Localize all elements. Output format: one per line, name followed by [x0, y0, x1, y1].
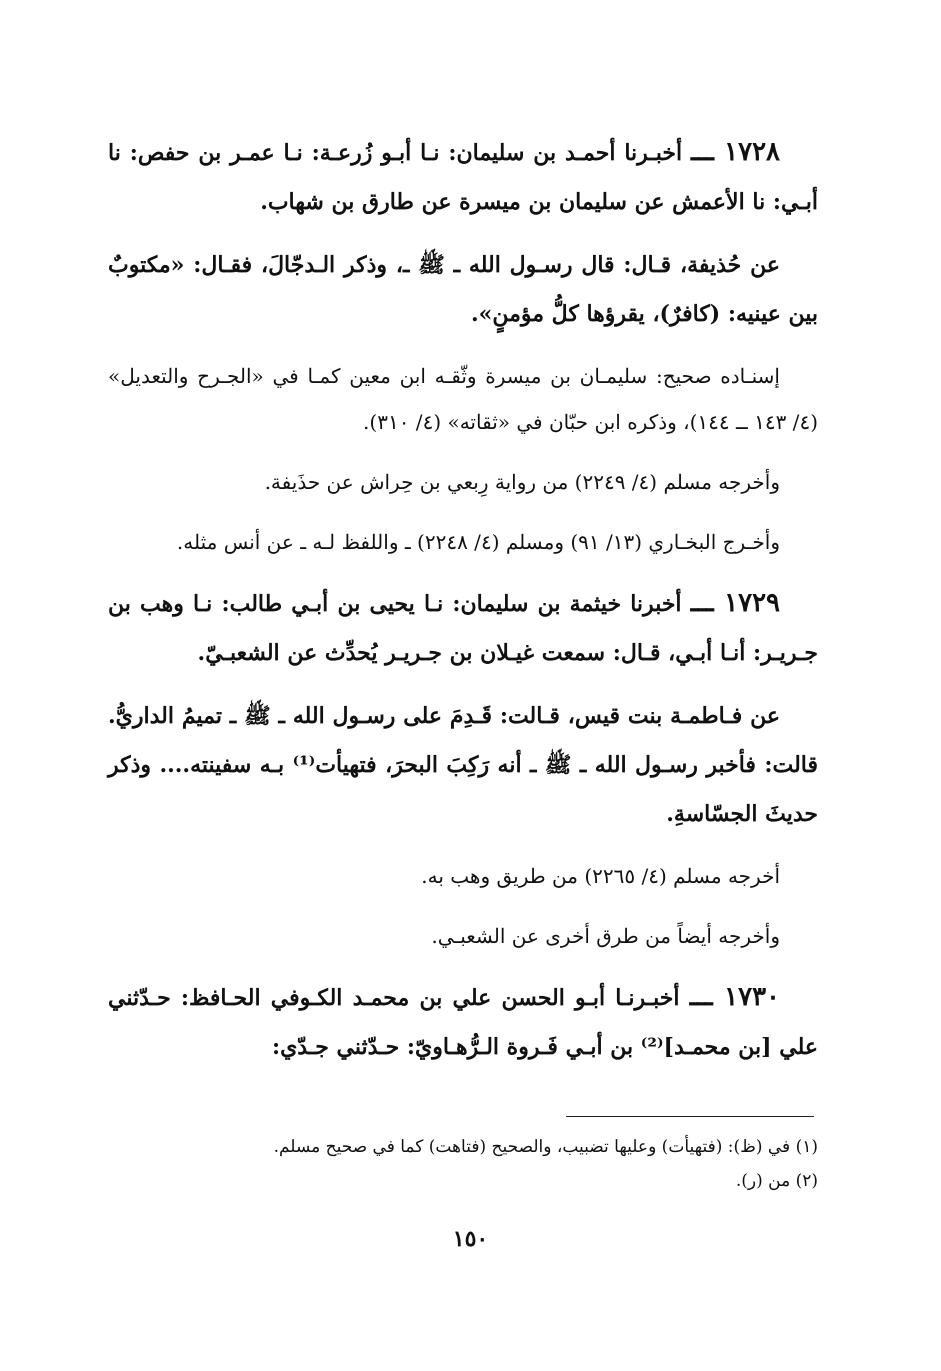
paragraph-text: أخبرنا خيثمة بن سليمان: نـا يحيى بن أبـي طالب: نـا وهب بن جـريـر: أنـا أبـي، قـال: سمعت غيـلان بن جـريـر يُحدِّث عن الشعبـيّ. — [108, 591, 818, 666]
hadith-1729-takhrij-muslim — [108, 853, 818, 899]
hadith-1728-isnad-note — [108, 353, 818, 445]
hadith-number: ١٧٢٨ ـــ — [691, 137, 780, 167]
footnotes — [108, 1130, 818, 1198]
footnote-1: (١) في (ظ): (فتهيأت) وعليها تضبيب، والصحيح (فتاهت) كما في صحيح مسلم. — [273, 1137, 818, 1157]
main-text — [108, 128, 818, 1086]
hadith-1728-chain — [108, 128, 818, 227]
hadith-1728-takhrij-muslim — [108, 459, 818, 505]
hadith-1729-matn — [108, 692, 818, 839]
paragraph-text: وأخـرج البخـاري (١٣/ ٩١) ومسلم (٤/ ٢٢٤٨) ـ واللفظ لـه ـ عن أنس مثله. — [176, 530, 780, 554]
hadith-1729-takhrij-other — [108, 913, 818, 959]
hadith-1728-takhrij-bukhari — [108, 519, 818, 565]
paragraph-text: أخرجه مسلم (٤/ ٢٢٦٥) من طريق وهب به. — [421, 864, 780, 888]
hadith-number: ١٧٣٠ ـــ — [689, 982, 780, 1012]
paragraph-text: عن فـاطمـة بنت قيس، قـالت: قَـدِمَ على رسـول الله ـ ﷺ ـ تميمُ الداريُّ. قالت: فأخبر رسـول الله ـ ﷺ ـ أنه رَكِبَ البحرَ، فتهيأت⁽¹⁾ بـه سفينته.... وذكر حديثَ الجسّاسةِ. — [108, 703, 818, 827]
paragraph-text: عن حُذيفة، قـال: قال رسـول الله ـ ﷺ ـ، وذكر الـدجّالَ، فقـال: «مكتوبٌ بين عينيه: (كافرٌ)، يقرؤها كلُّ مؤمنٍ». — [108, 252, 818, 327]
footnote-separator — [566, 1116, 814, 1117]
paragraph-text: أخبـرنـا أبـو الحسن علي بن محمـد الكـوفي الحـافظ: حـدّثني علي [بن محمـد]⁽²⁾ بن أبـي فَـروة الـرُّهـاويّ: حـدّثني جـدّي: — [108, 985, 818, 1060]
paragraph-text: أخبـرنا أحمـد بن سليمان: نـا أبـو زُرعـة: نـا عمـر بن حفص: نا أبـي: نا الأعمش عن سليمان بن ميسرة عن طارق بن شهاب. — [108, 140, 818, 215]
hadith-1730-chain — [108, 973, 818, 1072]
hadith-1729-chain — [108, 579, 818, 678]
footnote-2: (٢) من (ر). — [735, 1171, 818, 1191]
hadith-1728-matn — [108, 241, 818, 339]
paragraph-text: وأخرجه مسلم (٤/ ٢٢٤٩) من رواية رِبعي بن حِراش عن حذَيفة. — [264, 470, 780, 494]
paragraph-text: إسنـاده صحيح: سليمـان بن ميسرة وثّقـه ابن معين كمـا في «الجـرح والتعديل» (٤/ ١٤٣ ــ ١٤٤)، وذكره ابن حبّان في «ثقاته» (٤/ ٣١٠). — [108, 364, 818, 434]
page-number: ١٥٠ — [452, 1226, 489, 1252]
paragraph-text: وأخرجه أيضاً من طرق أخرى عن الشعبـي. — [431, 924, 780, 948]
hadith-number: ١٧٢٩ ـــ — [690, 588, 780, 618]
